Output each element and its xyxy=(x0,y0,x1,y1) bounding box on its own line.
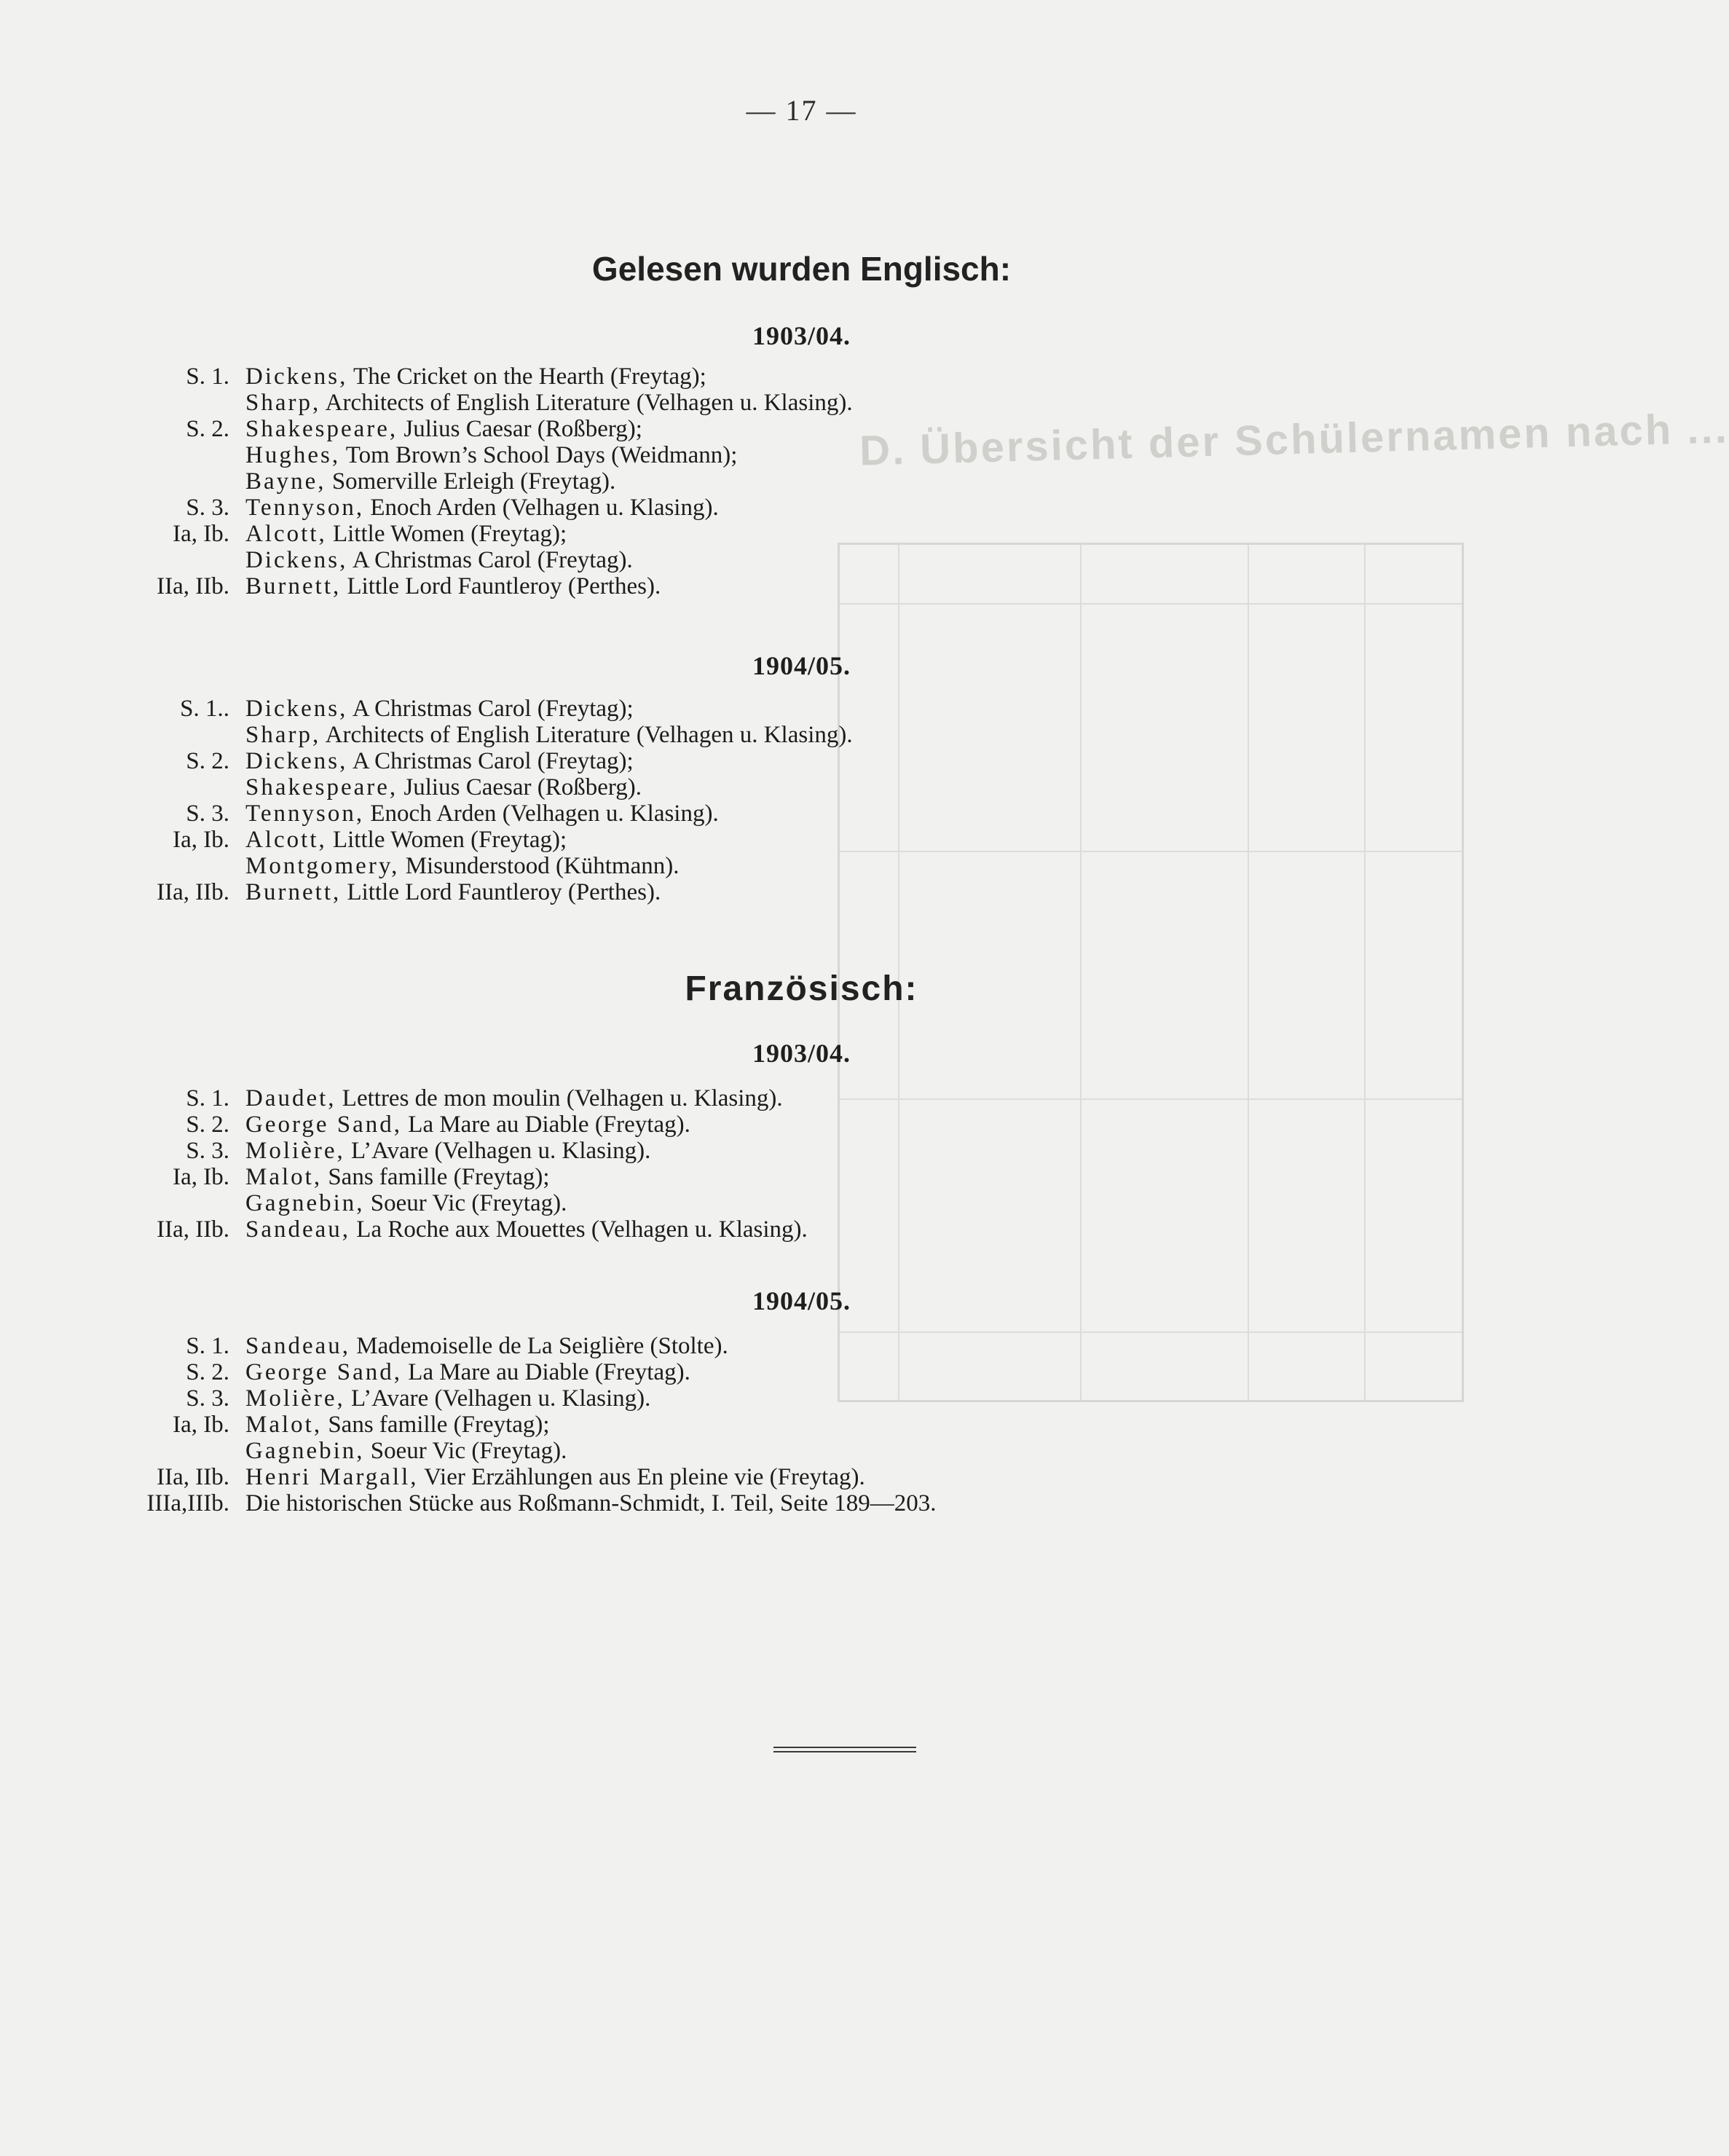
list-item xyxy=(109,1112,1493,1138)
author-name: Dickens, xyxy=(245,363,348,390)
list-item xyxy=(109,879,1493,905)
book-title: Lettres de mon moulin (Velhagen u. Klasing). xyxy=(336,1085,783,1112)
book-title: Enoch Arden (Velhagen u. Klasing). xyxy=(364,495,719,521)
author-name: Dickens, xyxy=(245,696,348,722)
class-label: IIa, IIb. xyxy=(157,573,229,599)
class-label: IIa, IIb. xyxy=(157,1464,229,1490)
book-title: L’Avare (Velhagen u. Klasing). xyxy=(344,1385,651,1412)
list-item xyxy=(109,1085,1493,1112)
section-title-french: Französisch: xyxy=(685,969,918,1008)
book-title: Soeur Vic (Freytag). xyxy=(364,1190,567,1216)
book-title: The Cricket on the Hearth (Freytag); xyxy=(347,363,706,390)
list-item xyxy=(109,1490,1493,1516)
author-name: Tennyson, xyxy=(245,800,365,827)
year-heading: 1904/05. xyxy=(752,1286,851,1315)
book-title: Little Women (Freytag); xyxy=(326,521,567,547)
class-label: Ia, Ib. xyxy=(173,1412,229,1438)
author-name: Sharp, xyxy=(245,722,321,748)
class-label: S. 3. xyxy=(186,800,229,827)
book-title: Julius Caesar (Roßberg). xyxy=(398,774,642,800)
list-item xyxy=(109,1385,1493,1412)
class-label: S. 2. xyxy=(186,1112,229,1138)
class-label: S. 3. xyxy=(186,495,229,521)
book-title: Architects of English Literature (Velhagen u. Klasing). xyxy=(320,390,853,416)
list-item xyxy=(109,748,1493,774)
class-label: S. 3. xyxy=(186,1138,229,1164)
author-name: Dickens, xyxy=(245,748,348,774)
list-item xyxy=(109,1359,1493,1385)
list-item xyxy=(109,521,1493,547)
list-item xyxy=(109,774,1493,800)
book-title: Julius Caesar (Roßberg); xyxy=(398,416,642,442)
book-title: A Christmas Carol (Freytag); xyxy=(347,748,634,774)
class-label: IIIa,IIIb. xyxy=(146,1490,229,1516)
reading-list xyxy=(109,696,1493,905)
class-label: IIa, IIb. xyxy=(157,1216,229,1243)
section-divider xyxy=(773,1747,916,1752)
class-label: S. 3. xyxy=(186,1385,229,1412)
author-name: Hughes, xyxy=(245,442,341,468)
page-number: — 17 — xyxy=(746,94,857,127)
list-item xyxy=(109,495,1493,521)
reading-list xyxy=(109,1085,1493,1243)
author-name: Montgomery, xyxy=(245,853,400,879)
list-item xyxy=(109,390,1493,416)
class-label: Ia, Ib. xyxy=(173,1164,229,1190)
author-name: Henri Margall, xyxy=(245,1464,419,1490)
author-name: Burnett, xyxy=(245,879,342,905)
book-title: La Mare au Diable (Freytag). xyxy=(402,1359,690,1385)
list-item xyxy=(109,722,1493,748)
author-name: George Sand, xyxy=(245,1359,403,1385)
author-name: Shakespeare, xyxy=(245,416,398,442)
class-label: S. 1. xyxy=(186,363,229,390)
author-name: Alcott, xyxy=(245,827,327,853)
book-title: Sans famille (Freytag); xyxy=(322,1412,550,1438)
book-title: Little Lord Fauntleroy (Perthes). xyxy=(341,573,661,599)
author-name: Dickens, xyxy=(245,547,348,573)
author-name: Alcott, xyxy=(245,521,327,547)
class-label: S. 1. xyxy=(186,1333,229,1359)
class-label: S. 1.. xyxy=(180,696,229,722)
author-name: Daudet, xyxy=(245,1085,336,1112)
class-label: S. 2. xyxy=(186,1359,229,1385)
author-name: Malot, xyxy=(245,1412,323,1438)
year-heading: 1903/04. xyxy=(752,321,851,350)
book-title: Enoch Arden (Velhagen u. Klasing). xyxy=(364,800,719,827)
class-label: S. 2. xyxy=(186,748,229,774)
author-name: Molière, xyxy=(245,1138,345,1164)
class-label: S. 1. xyxy=(186,1085,229,1112)
list-item xyxy=(109,547,1493,573)
list-item xyxy=(109,1464,1493,1490)
list-item xyxy=(109,696,1493,722)
book-title: Vier Erzählungen aus En pleine vie (Freytag). xyxy=(418,1464,865,1490)
class-label: S. 2. xyxy=(186,416,229,442)
list-item xyxy=(109,1164,1493,1190)
list-item xyxy=(109,1412,1493,1438)
list-item xyxy=(109,442,1493,468)
author-name: Gagnebin, xyxy=(245,1190,365,1216)
book-title: A Christmas Carol (Freytag); xyxy=(347,696,634,722)
list-item xyxy=(109,1438,1493,1464)
book-title: Die historischen Stücke aus Roßmann-Schmidt, I. Teil, Seite 189—203. xyxy=(245,1490,937,1516)
list-item xyxy=(109,827,1493,853)
book-title: Soeur Vic (Freytag). xyxy=(364,1438,567,1464)
author-name: Sharp, xyxy=(245,390,321,416)
book-title: A Christmas Carol (Freytag). xyxy=(347,547,633,573)
author-name: Molière, xyxy=(245,1385,345,1412)
author-name: Sandeau, xyxy=(245,1333,351,1359)
list-item xyxy=(109,1190,1493,1216)
author-name: George Sand, xyxy=(245,1112,403,1138)
reading-list xyxy=(109,1333,1493,1516)
list-item xyxy=(109,800,1493,827)
class-label: Ia, Ib. xyxy=(173,827,229,853)
list-item xyxy=(109,1333,1493,1359)
book-title: Mademoiselle de La Seiglière (Stolte). xyxy=(350,1333,728,1359)
list-item xyxy=(109,573,1493,599)
class-label: IIa, IIb. xyxy=(157,879,229,905)
list-item xyxy=(109,1138,1493,1164)
show-through-heading: D. Übersicht der Schülernamen nach ... xyxy=(859,404,1729,475)
class-label: Ia, Ib. xyxy=(173,521,229,547)
book-title: La Mare au Diable (Freytag). xyxy=(402,1112,690,1138)
author-name: Tennyson, xyxy=(245,495,365,521)
book-title: Architects of English Literature (Velhagen u. Klasing). xyxy=(320,722,853,748)
book-title: L’Avare (Velhagen u. Klasing). xyxy=(344,1138,651,1164)
author-name: Burnett, xyxy=(245,573,342,599)
author-name: Sandeau, xyxy=(245,1216,351,1243)
book-title: Misunderstood (Kühtmann). xyxy=(399,853,680,879)
reading-list xyxy=(109,363,1493,599)
list-item xyxy=(109,468,1493,495)
section-title-english: Gelesen wurden Englisch: xyxy=(591,250,1012,288)
author-name: Bayne, xyxy=(245,468,326,495)
author-name: Malot, xyxy=(245,1164,323,1190)
list-item xyxy=(109,416,1493,442)
book-title: Little Women (Freytag); xyxy=(326,827,567,853)
author-name: Shakespeare, xyxy=(245,774,398,800)
book-title: Tom Brown’s School Days (Weidmann); xyxy=(340,442,738,468)
book-title: Somerville Erleigh (Freytag). xyxy=(326,468,616,495)
list-item xyxy=(109,363,1493,390)
book-title: La Roche aux Mouettes (Velhagen u. Klasing). xyxy=(350,1216,808,1243)
year-heading: 1904/05. xyxy=(752,651,851,680)
book-title: Little Lord Fauntleroy (Perthes). xyxy=(341,879,661,905)
author-name: Gagnebin, xyxy=(245,1438,365,1464)
list-item xyxy=(109,1216,1493,1243)
year-heading: 1903/04. xyxy=(752,1039,851,1068)
list-item xyxy=(109,853,1493,879)
book-title: Sans famille (Freytag); xyxy=(322,1164,550,1190)
